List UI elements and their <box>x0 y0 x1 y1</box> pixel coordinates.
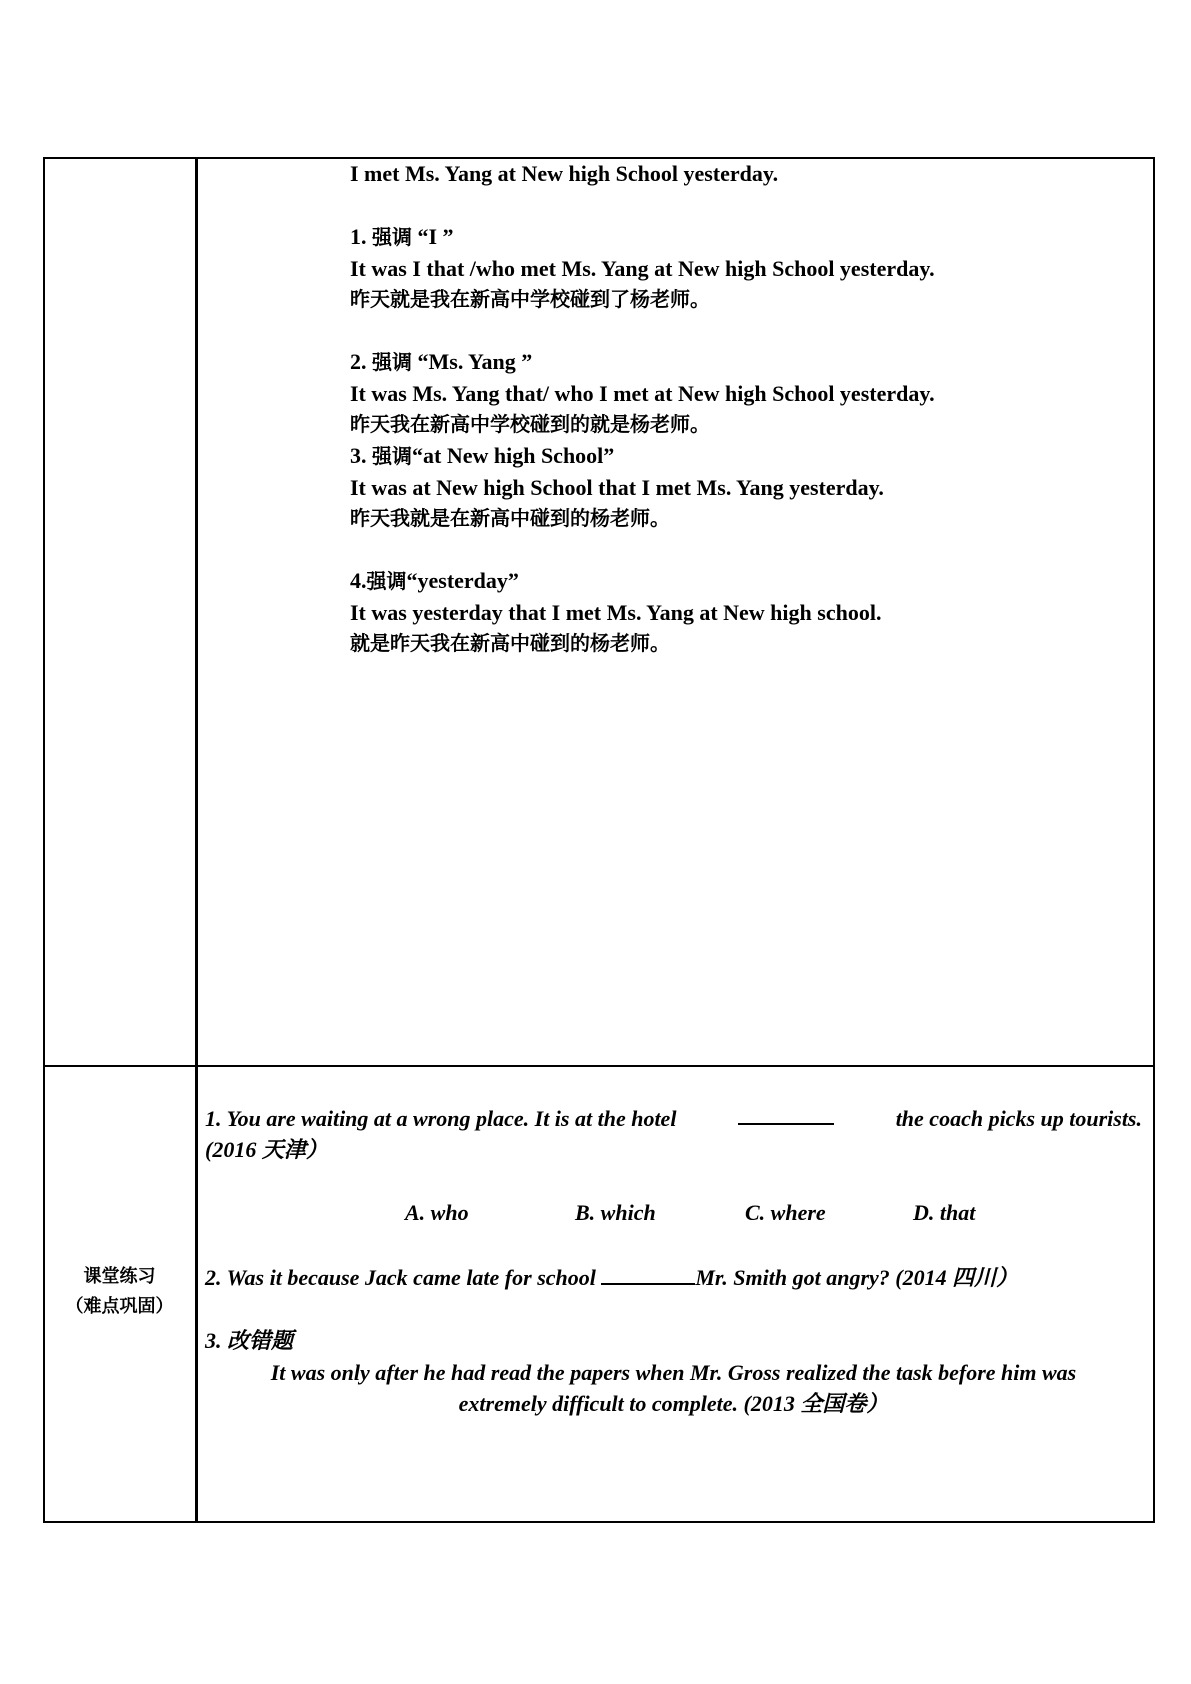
example-3-english: It was at New high School that I met Ms. Yang yesterday. <box>350 475 884 500</box>
exercise-label-line2: （难点巩固） <box>65 1296 174 1317</box>
question-1-line2: (2016 天津） <box>205 1137 328 1162</box>
question-3-line1: It was only after he had read the papers when Mr. Gross realized the task before him was <box>270 1360 1077 1385</box>
answer-blank-1 <box>738 1103 834 1125</box>
option-d: D. that <box>913 1200 976 1225</box>
exercise-label <box>43 1262 196 1322</box>
question-2: 2. Was it because Jack came late for school Mr. Smith got angry? (2014 四川） <box>205 1265 1019 1290</box>
example-1-english: It was I that /who met Ms. Yang at New high School yesterday. <box>350 256 935 281</box>
example-1-heading: 1. 强调 “I ” <box>350 224 454 249</box>
question-1-line1: 1. You are waiting at a wrong place. It is at the hotel the coach picks up tourists. <box>205 1103 1142 1134</box>
example-2-heading: 2. 强调 “Ms. Yang ” <box>350 349 533 374</box>
exercise-label-line1: 课堂练习 <box>83 1266 156 1287</box>
example-3 <box>350 440 884 534</box>
example-1-chinese: 昨天就是我在新高中学校碰到了杨老师。 <box>350 287 710 311</box>
example-4-english: It was yesterday that I met Ms. Yang at New high school. <box>350 600 882 625</box>
question-3-title: 3. 改错题 <box>205 1328 294 1353</box>
example-4-heading: 4.强调“yesterday” <box>350 568 519 593</box>
example-2 <box>350 346 935 440</box>
question-3-line2: extremely difficult to complete. (2013 全国卷） <box>458 1391 889 1416</box>
option-a: A. who <box>405 1200 469 1225</box>
example-3-chinese: 昨天我就是在新高中碰到的杨老师。 <box>350 506 670 530</box>
example-2-english: It was Ms. Yang that/ who I met at New high School yesterday. <box>350 381 935 406</box>
example-3-heading: 3. 强调“at New high School” <box>350 443 615 468</box>
example-1 <box>350 221 935 315</box>
example-2-chinese: 昨天我在新高中学校碰到的就是杨老师。 <box>350 412 710 436</box>
answer-blank-2 <box>601 1263 695 1285</box>
question-3-body <box>205 1357 1142 1419</box>
base-sentence: I met Ms. Yang at New high School yesterday. <box>350 161 779 186</box>
question-1-options <box>0 1197 1191 1228</box>
example-4 <box>350 565 881 659</box>
option-b: B. which <box>575 1200 656 1225</box>
option-c: C. where <box>745 1200 826 1225</box>
row-divider <box>45 1065 1153 1067</box>
question-1 <box>205 1103 1142 1165</box>
example-4-chinese: 就是昨天我在新高中碰到的杨老师。 <box>350 631 670 655</box>
